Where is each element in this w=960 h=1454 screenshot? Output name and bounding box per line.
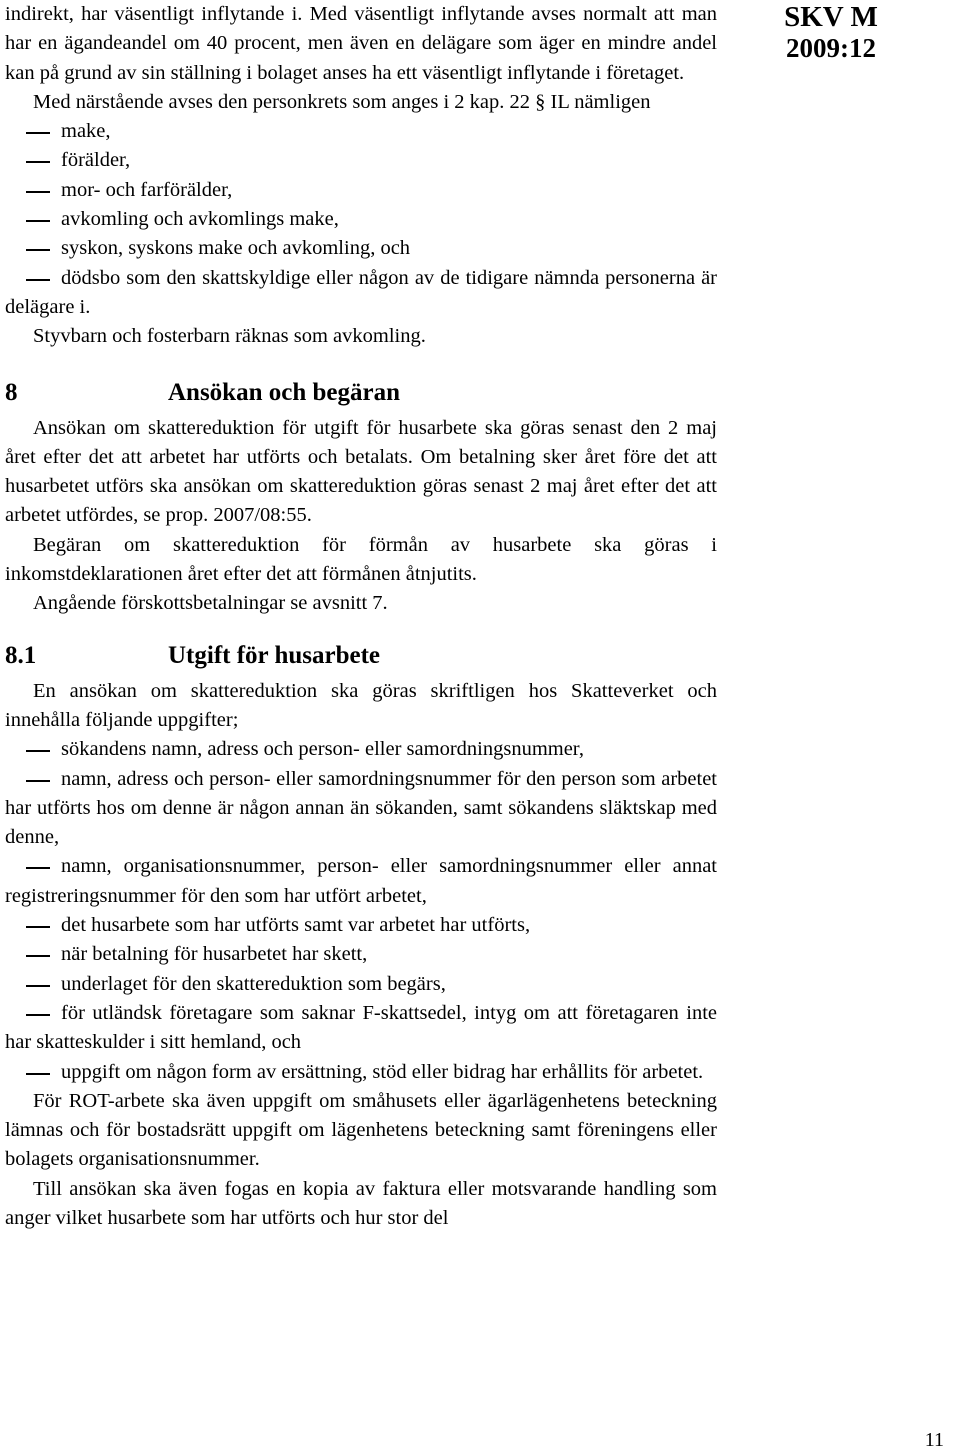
list-item: namn, organisationsnummer, person- eller samordningsnummer eller annat registreringsnummer för den som har utfört arbetet, [5, 852, 717, 911]
list-item: syskon, syskons make och avkomling, och [5, 234, 717, 263]
list-item: dödsbo som den skattskyldige eller någon av de tidigare nämnda personerna är delägare i. [5, 264, 717, 323]
list-item: sökandens namn, adress och person- eller samordningsnummer, [5, 735, 717, 764]
list-item: avkomling och avkomlings make, [5, 205, 717, 234]
list-item: förälder, [5, 146, 717, 175]
section-8-paragraph-2: Begäran om skattereduktion för förmån av husarbete ska göras i inkomstdeklarationen året efter det att förmånen åtnjutits. [5, 533, 717, 586]
list-item: mor- och farförälder, [5, 176, 717, 205]
main-text-column [5, 0, 717, 1233]
required-information-list [5, 735, 717, 1087]
section-8-heading [5, 378, 717, 408]
section-8-paragraph-1: Ansökan om skattereduktion för utgift för husarbete ska göras senast den 2 maj året efter det att arbetet har utförts och betalats. Om betalning sker året före det att husarbetet utförs ska ansökan om skattereduktion göras senast 2 maj året efter det att arbetet utfördes, se prop. 2007/08:55. [5, 416, 717, 527]
section-title: Ansökan och begäran [168, 378, 400, 406]
badge-series: SKV M [784, 1, 878, 33]
section-8-1-paragraph-2: För ROT-arbete ska även uppgift om småhusets eller ägarlägenhetens beteckning lämnas och för bostadsrätt uppgift om lägenhetens beteckning samt föreningens eller bolagets organisationsnummer. [5, 1089, 717, 1171]
section-8-1-heading [5, 641, 717, 671]
section-8-1-paragraph-3: Till ansökan ska även fogas en kopia av faktura eller motsvarande handling som anger vilket husarbete som har utförts och hur stor del [5, 1177, 717, 1229]
list-item: när betalning för husarbetet har skett, [5, 940, 717, 969]
list-item: det husarbete som har utförts samt var arbetet har utförts, [5, 911, 717, 940]
list-item: för utländsk företagare som saknar F-skattsedel, intyg om att företagaren inte har skatteskulder i sitt hemland, och [5, 999, 717, 1058]
section-8-1-paragraph-1: En ansökan om skattereduktion ska göras skriftligen hos Skatteverket och innehålla följande uppgifter; [5, 679, 717, 731]
badge-number: 2009:12 [786, 33, 876, 63]
intro-paragraph-2: Med närstående avses den personkrets som anges i 2 kap. 22 § IL nämligen [33, 90, 651, 113]
section-number: 8.1 [5, 641, 37, 669]
list-item: namn, adress och person- eller samordningsnummer för den person som arbetet har utförts hos om denne är någon annan än sökanden, samt sökandens släktskap med denne, [5, 765, 717, 853]
page-number: 11 [924, 1429, 944, 1451]
list-item: underlaget för den skattereduktion som begärs, [5, 970, 717, 999]
list-item: make, [5, 117, 717, 146]
section-title: Utgift för husarbete [168, 641, 380, 669]
intro-paragraph-1: indirekt, har väsentligt inflytande i. Med väsentligt inflytande avses normalt att man har en ägandeandel om 40 procent, men även en delägare som äger en mindre andel kan på grund av sin ställning i bolaget anses ha ett väsentligt inflytande i företaget. [5, 3, 717, 84]
relatives-list [5, 117, 717, 322]
list-item: uppgift om någon form av ersättning, stöd eller bidrag har erhållits för arbetet. [5, 1058, 717, 1087]
document-series-badge [776, 2, 886, 64]
section-number: 8 [5, 378, 18, 406]
intro-paragraph-3: Styvbarn och fosterbarn räknas som avkomling. [33, 325, 426, 348]
section-8-paragraph-3: Angående förskottsbetalningar se avsnitt 7. [33, 592, 388, 615]
